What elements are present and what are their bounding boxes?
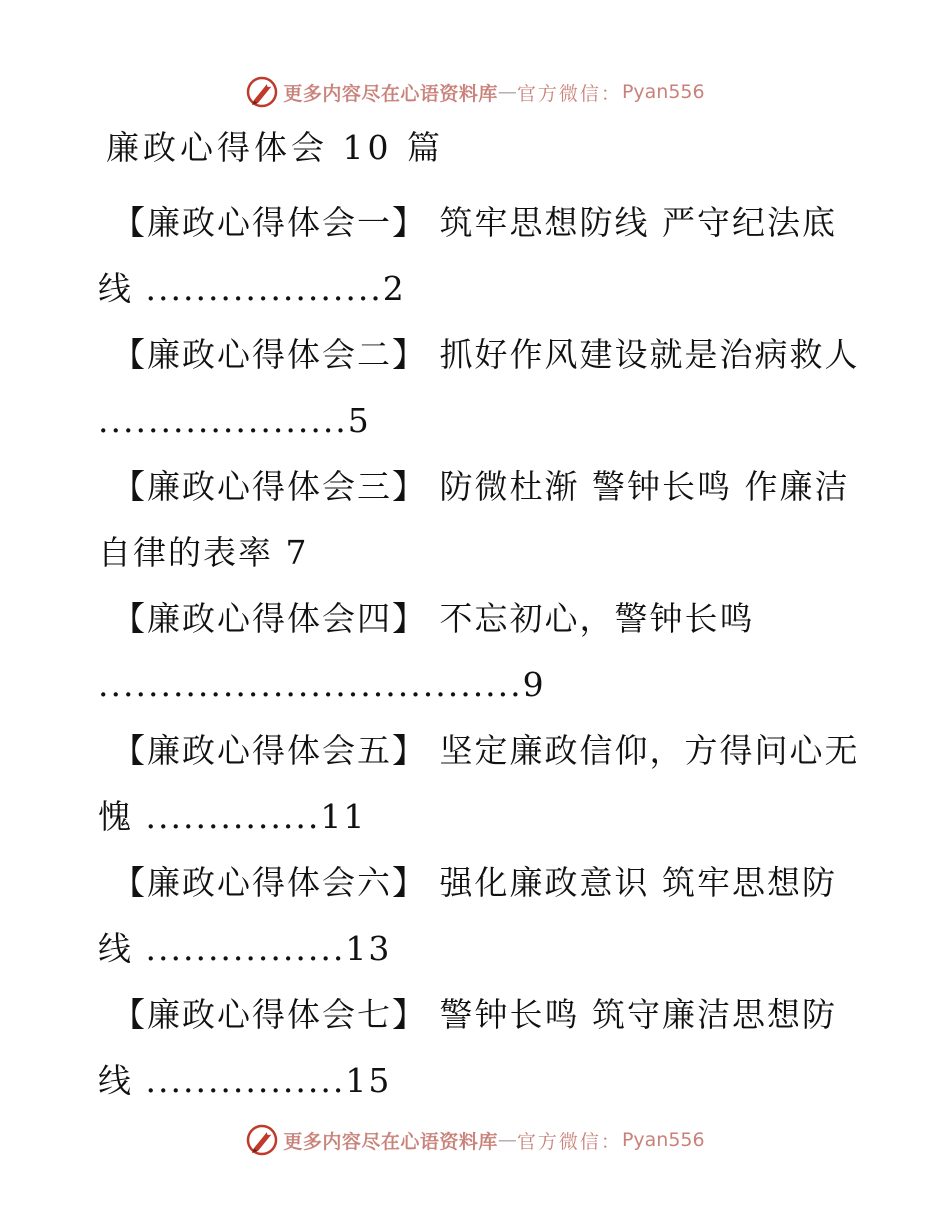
toc-entry-6-first-line xyxy=(98,850,858,916)
toc-entry-label: 【廉政心得体会五】 xyxy=(112,731,427,770)
footer-watermark xyxy=(0,1120,950,1160)
toc-entry-5-first-line xyxy=(98,718,858,784)
toc-entry-title: 防微杜渐 警钟长鸣 作廉洁 xyxy=(427,467,850,506)
toc-entry-5[interactable] xyxy=(98,718,858,850)
table-of-contents xyxy=(98,190,858,1114)
toc-entry-continuation: ..................................9 xyxy=(98,665,546,704)
toc-entry-7[interactable] xyxy=(98,982,858,1114)
toc-entry-7-first-line xyxy=(98,982,858,1048)
watermark-brand: 更多内容尽在心语资料库 xyxy=(283,82,498,105)
toc-entry-4[interactable] xyxy=(98,586,858,718)
toc-entry-continuation: ....................5 xyxy=(98,401,371,440)
toc-entry-label: 【廉政心得体会三】 xyxy=(112,467,427,506)
pen-logo-icon xyxy=(245,75,279,109)
toc-entry-title: 筑牢思想防线 严守纪法底 xyxy=(427,203,837,242)
toc-entry-title: 强化廉政意识 筑牢思想防 xyxy=(427,863,837,902)
toc-entry-title: 坚定廉政信仰，方得问心无 xyxy=(427,731,860,770)
toc-entry-label: 【廉政心得体会一】 xyxy=(112,203,427,242)
watermark-separator: — xyxy=(497,81,517,103)
toc-entry-2-first-line xyxy=(98,322,858,388)
watermark-brand: 更多内容尽在心语资料库 xyxy=(283,1130,498,1153)
watermark-contact-label: 官方微信： xyxy=(516,82,622,105)
toc-entry-1[interactable] xyxy=(98,190,858,322)
toc-entry-continuation: 线 ................13 xyxy=(98,929,392,968)
pen-logo-icon xyxy=(245,1123,279,1157)
toc-entry-4-first-line xyxy=(98,586,858,652)
toc-entry-label: 【廉政心得体会二】 xyxy=(112,335,427,374)
toc-entry-title: 警钟长鸣 筑守廉洁思想防 xyxy=(427,995,837,1034)
toc-entry-continuation: 自律的表率 7 xyxy=(98,533,309,572)
toc-entry-3[interactable] xyxy=(98,454,858,586)
toc-entry-label: 【廉政心得体会七】 xyxy=(112,995,427,1034)
toc-entry-title: 不忘初心，警钟长鸣 xyxy=(427,599,755,638)
toc-entry-label: 【廉政心得体会六】 xyxy=(112,863,427,902)
document-title: 廉政心得体会 10 篇 xyxy=(106,128,444,167)
header-watermark xyxy=(0,72,950,112)
toc-entry-1-first-line xyxy=(98,190,858,256)
toc-entry-label: 【廉政心得体会四】 xyxy=(112,599,427,638)
toc-entry-continuation: 愧 ..............11 xyxy=(98,797,367,836)
toc-entry-continuation: 线 ................15 xyxy=(98,1061,392,1100)
watermark-contact-id: Pyan556 xyxy=(621,1129,705,1151)
toc-entry-6[interactable] xyxy=(98,850,858,982)
toc-entry-2[interactable] xyxy=(98,322,858,454)
watermark-contact-id: Pyan556 xyxy=(621,81,705,103)
watermark-separator: — xyxy=(497,1129,517,1151)
toc-entry-title: 抓好作风建设就是治病救人 xyxy=(427,335,860,374)
toc-entry-continuation: 线 ...................2 xyxy=(98,269,406,308)
toc-entry-3-first-line xyxy=(98,454,858,520)
watermark-contact-label: 官方微信： xyxy=(516,1130,622,1153)
